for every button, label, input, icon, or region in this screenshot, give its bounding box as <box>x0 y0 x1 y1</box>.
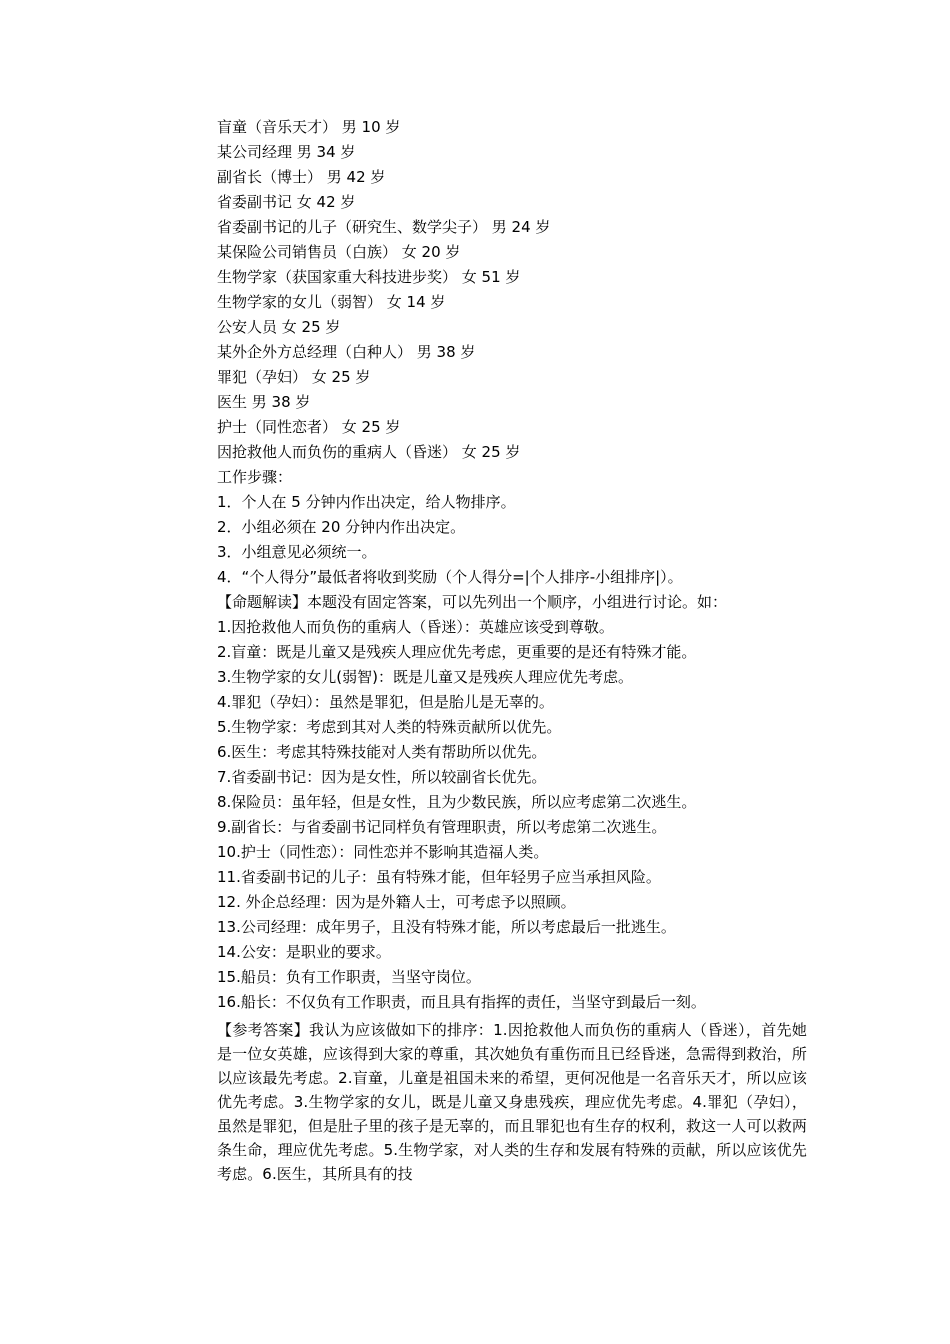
analysis-item: 3.生物学家的女儿(弱智)：既是儿童又是残疾人理应优先考虑。 <box>217 668 634 686</box>
people-list <box>217 115 807 465</box>
list-item: 罪犯（孕妇） 女 25 岁 <box>217 368 371 386</box>
analysis-intro: 【命题解读】本题没有固定答案，可以先列出一个顺序，小组进行讨论。如： <box>217 593 728 611</box>
step-item: 3．小组意见必须统一。 <box>217 543 377 561</box>
reference-answer: 【参考答案】我认为应该做如下的排序：1.因抢救他人而负伤的重病人（昏迷），首先她是一位女英雄，应该得到大家的尊重，其次她负有重伤而且已经昏迷，急需得到救治，所以应该最先考虑。2.盲童，儿童是祖国未来的希望，更何况他是一名音乐天才，所以应该优先考虑。3.生物学家的女儿，既是儿童又身患残疾，理应优先考虑。4.罪犯（孕妇），虽然是罪犯，但是肚子里的孩子是无辜的，而且罪犯也有生存的权利，救这一人可以救两条生命，理应优先考虑。5.生物学家，对人类的生存和发展有特殊的贡献，所以应该优先考虑。6.医生，其所具有的技 <box>217 1021 807 1183</box>
analysis-item: 16.船长：不仅负有工作职责，而且具有指挥的责任，当坚守到最后一刻。 <box>217 993 706 1011</box>
analysis-item: 12. 外企总经理：因为是外籍人士，可考虑予以照顾。 <box>217 893 576 911</box>
document-content <box>217 115 807 1186</box>
analysis-item: 4.罪犯（孕妇）：虽然是罪犯，但是胎儿是无辜的。 <box>217 693 554 711</box>
analysis-item: 2.盲童：既是儿童又是残疾人理应优先考虑，更重要的是还有特殊才能。 <box>217 643 697 661</box>
step-item: 1．个人在 5 分钟内作出决定，给人物排序。 <box>217 493 516 511</box>
list-item: 某公司经理 男 34 岁 <box>217 143 356 161</box>
analysis-item: 13.公司经理：成年男子，且没有特殊才能，所以考虑最后一批逃生。 <box>217 918 676 936</box>
analysis-item: 14.公安：是职业的要求。 <box>217 943 391 961</box>
analysis-item: 5.生物学家：考虑到其对人类的特殊贡献所以优先。 <box>217 718 562 736</box>
analysis-item: 11.省委副书记的儿子：虽有特殊才能，但年轻男子应当承担风险。 <box>217 868 661 886</box>
analysis-item: 15.船员：负有工作职责，当坚守岗位。 <box>217 968 481 986</box>
list-item: 某保险公司销售员（白族） 女 20 岁 <box>217 243 461 261</box>
list-item: 盲童（音乐天才） 男 10 岁 <box>217 118 401 136</box>
list-item: 因抢救他人而负伤的重病人（昏迷） 女 25 岁 <box>217 443 521 461</box>
list-item: 省委副书记 女 42 岁 <box>217 193 356 211</box>
analysis-item: 6.医生：考虑其特殊技能对人类有帮助所以优先。 <box>217 743 547 761</box>
steps-title: 工作步骤： <box>217 468 293 486</box>
analysis-item: 10.护士（同性恋）：同性恋并不影响其造福人类。 <box>217 843 549 861</box>
list-item: 护士（同性恋者） 女 25 岁 <box>217 418 401 436</box>
list-item: 生物学家的女儿（弱智） 女 14 岁 <box>217 293 446 311</box>
list-item: 省委副书记的儿子（研究生、数学尖子） 男 24 岁 <box>217 218 551 236</box>
list-item: 副省长（博士） 男 42 岁 <box>217 168 386 186</box>
analysis-list <box>217 615 807 1015</box>
list-item: 医生 男 38 岁 <box>217 393 311 411</box>
steps-list <box>217 490 807 590</box>
list-item: 公安人员 女 25 岁 <box>217 318 341 336</box>
list-item: 生物学家（获国家重大科技进步奖） 女 51 岁 <box>217 268 521 286</box>
step-item: 2．小组必须在 20 分钟内作出决定。 <box>217 518 466 536</box>
analysis-item: 9.副省长：与省委副书记同样负有管理职责，所以考虑第二次逃生。 <box>217 818 667 836</box>
analysis-item: 1.因抢救他人而负伤的重病人（昏迷）：英雄应该受到尊敬。 <box>217 618 614 636</box>
list-item: 某外企外方总经理（白种人） 男 38 岁 <box>217 343 476 361</box>
analysis-item: 7.省委副书记：因为是女性，所以较副省长优先。 <box>217 768 547 786</box>
analysis-item: 8.保险员：虽年轻，但是女性，且为少数民族，所以应考虑第二次逃生。 <box>217 793 697 811</box>
step-item: 4．“个人得分”最低者将收到奖励（个人得分=|个人排序-小组排序|）。 <box>217 568 683 586</box>
